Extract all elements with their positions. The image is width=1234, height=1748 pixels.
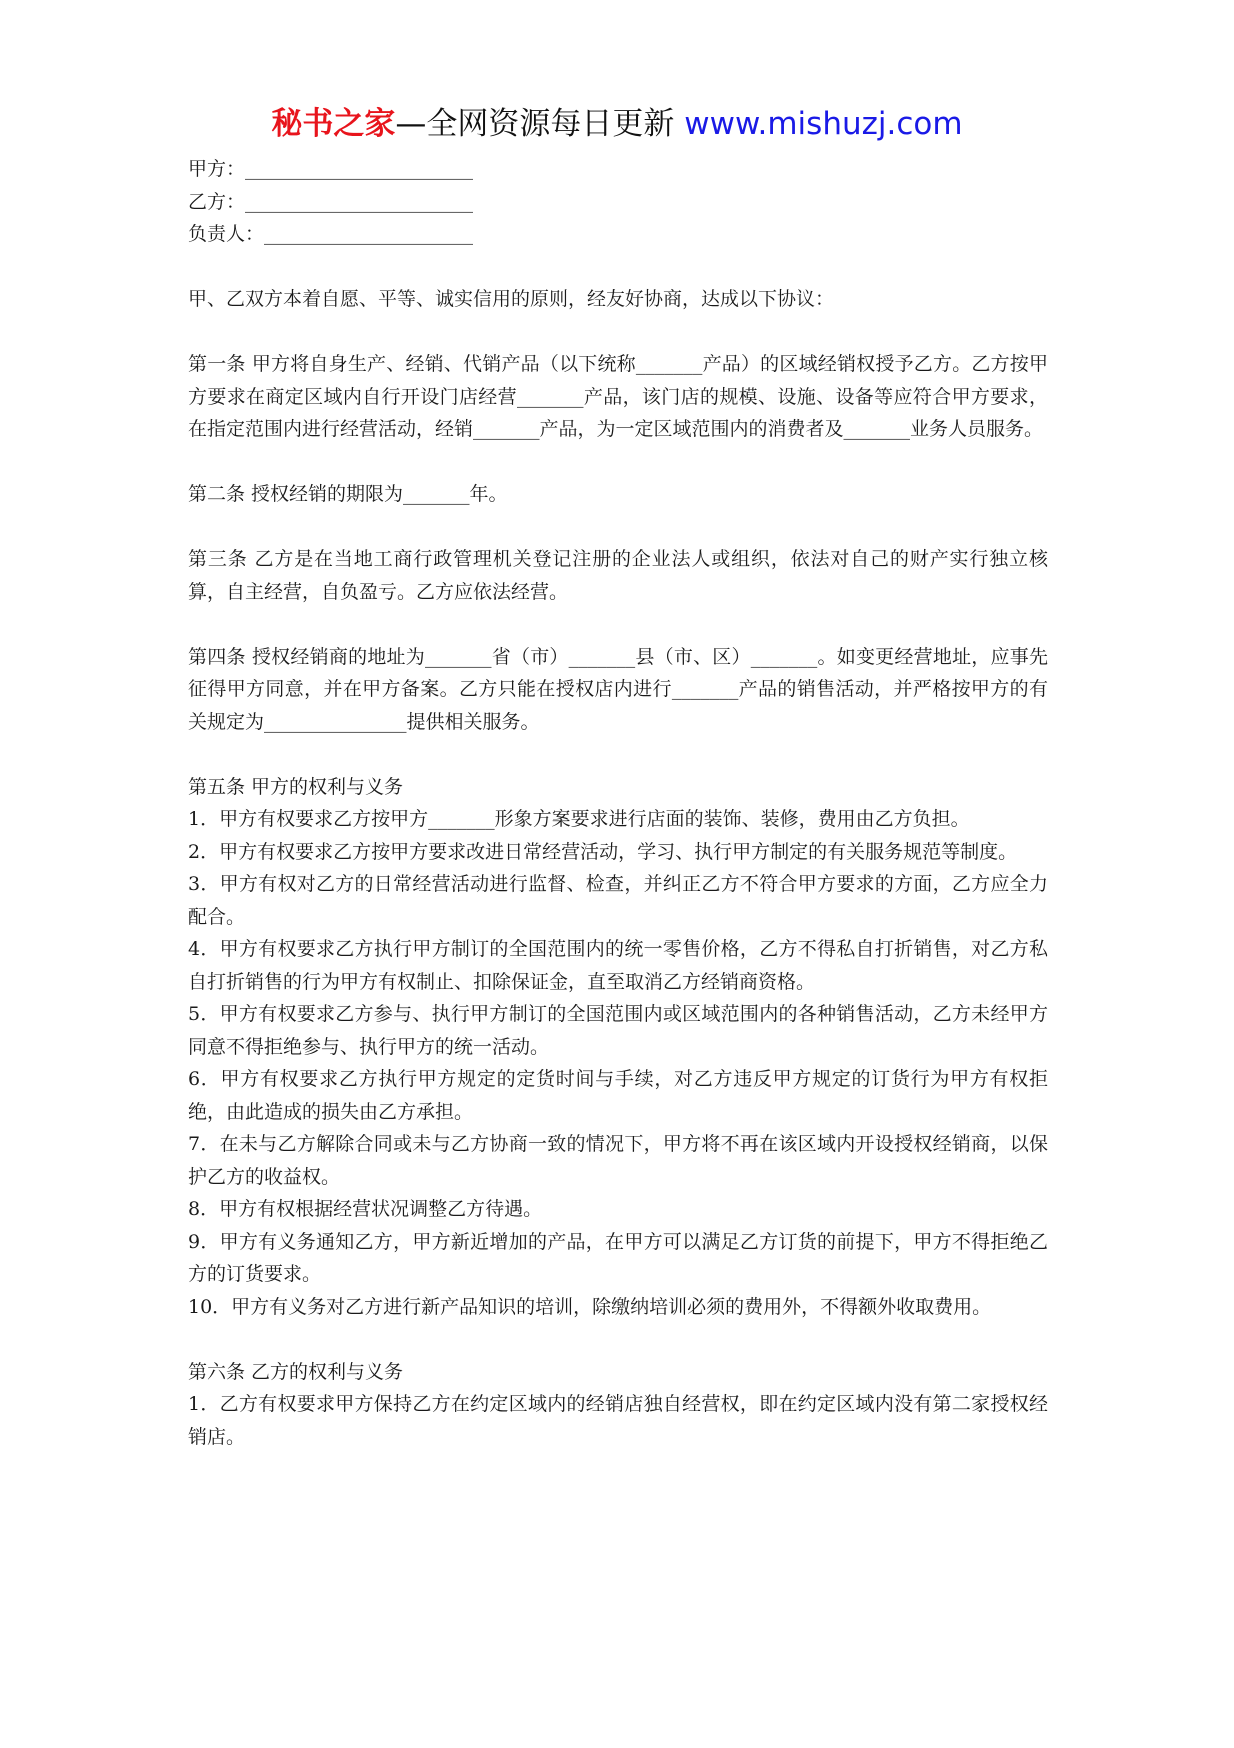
site-header [0, 100, 1234, 148]
spacer [188, 738, 1048, 771]
article-2: 第二条 授权经销的期限为_______年。 [188, 483, 508, 505]
spacer [188, 511, 1048, 544]
party-b-line: 乙方：________________________ [188, 190, 474, 213]
article-3: 第三条 乙方是在当地工商行政管理机关登记注册的企业法人或组织，依法对自己的财产实行独立核算，自主经营，自负盈亏。乙方应依法经营。 [188, 548, 1048, 603]
article-5-item: 8．甲方有权根据经营状况调整乙方待遇。 [188, 1198, 543, 1220]
article-4: 第四条 授权经销商的地址为_______省（市）_______县（市、区）_______。如变更经营地址，应事先征得甲方同意，并在甲方备案。乙方只能在授权店内进行_______产品的销售活动，并严格按甲方的有关规定为_______________提供相关服务。 [188, 645, 1048, 733]
article-5-item: 6．甲方有权要求乙方执行甲方规定的定货时间与手续，对乙方违反甲方规定的订货行为甲方有权拒绝，由此造成的损失由乙方承担。 [188, 1068, 1048, 1123]
article-5-item: 7．在未与乙方解除合同或未与乙方协商一致的情况下，甲方将不再在该区域内开设授权经销商，以保护乙方的收益权。 [188, 1133, 1048, 1188]
brand-name: 秘书之家 [271, 106, 396, 142]
article-5-item: 4．甲方有权要求乙方执行甲方制订的全国范围内的统一零售价格，乙方不得私自打折销售，对乙方私自打折销售的行为甲方有权制止、扣除保证金，直至取消乙方经销商资格。 [188, 938, 1048, 993]
spacer [188, 608, 1048, 641]
party-a-line: 甲方：________________________ [188, 158, 474, 180]
intro-paragraph: 甲、乙双方本着自愿、平等、诚实信用的原则，经友好协商，达成以下协议： [188, 288, 835, 310]
header-tagline: —全网资源每日更新 [395, 106, 685, 142]
article-5-item: 9．甲方有义务通知乙方，甲方新近增加的产品，在甲方可以满足乙方订货的前提下，甲方不得拒绝乙方的订货要求。 [188, 1230, 1048, 1285]
site-url-link[interactable]: www.mishuzj.com [684, 106, 963, 142]
spacer [188, 316, 1048, 349]
spacer [188, 251, 1048, 284]
contract-body [188, 153, 1048, 1453]
article-5-item: 1．甲方有权要求乙方按甲方_______形象方案要求进行店面的装饰、装修，费用由乙方负担。 [188, 808, 970, 830]
article-5-title: 第五条 甲方的权利与义务 [188, 775, 404, 798]
article-6-title: 第六条 乙方的权利与义务 [188, 1360, 404, 1383]
article-5-item: 5．甲方有权要求乙方参与、执行甲方制订的全国范围内或区域范围内的各种销售活动，乙方未经甲方同意不得拒绝参与、执行甲方的统一活动。 [188, 1003, 1048, 1058]
article-5-item: 3．甲方有权对乙方的日常经营活动进行监督、检查，并纠正乙方不符合甲方要求的方面，乙方应全力配合。 [188, 873, 1048, 928]
article-1: 第一条 甲方将自身生产、经销、代销产品（以下统称_______产品）的区域经销权授予乙方。乙方按甲方要求在商定区域内自行开设门店经营_______产品，该门店的规模、设施、设备等应符合甲方要求，在指定范围内进行经营活动，经销_______产品，为一定区域范围内的消费者及_______业务人员服务。 [188, 353, 1048, 440]
spacer [188, 446, 1048, 479]
article-5-item: 10．甲方有义务对乙方进行新产品知识的培训，除缴纳培训必须的费用外，不得额外收取费用。 [188, 1295, 992, 1318]
spacer [188, 1323, 1048, 1356]
responsible-person-line: 负责人：______________________ [188, 223, 474, 245]
article-6-item: 1．乙方有权要求甲方保持乙方在约定区域内的经销店独自经营权，即在约定区域内没有第二家授权经销店。 [188, 1393, 1048, 1448]
article-5-item: 2．甲方有权要求乙方按甲方要求改进日常经营活动，学习、执行甲方制定的有关服务规范等制度。 [188, 840, 1018, 863]
